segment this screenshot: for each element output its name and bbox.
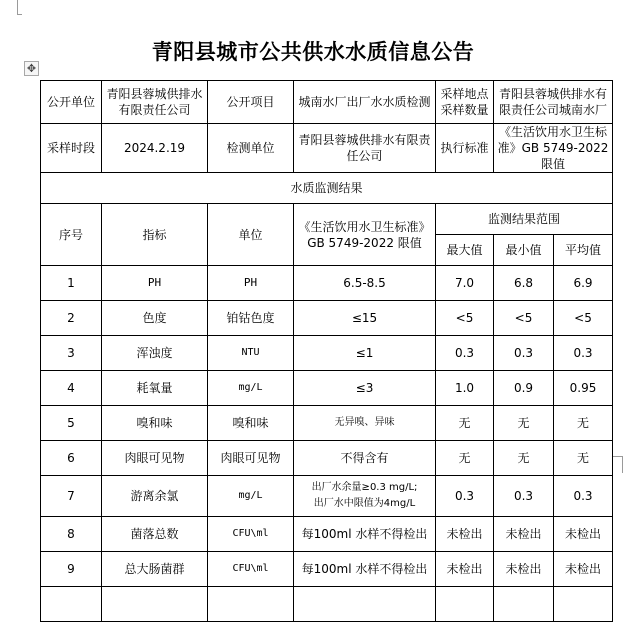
- row-avg: 0.3: [554, 476, 613, 517]
- header-avg: 平均值: [554, 235, 613, 266]
- row-min: 未检出: [494, 552, 554, 587]
- row-limit-line1: 出厂水余量≥0.3 mg/L;: [311, 482, 418, 493]
- table-row: [41, 266, 613, 301]
- table-row: [41, 441, 613, 476]
- standard-value: 《生活饮用水卫生标准》GB 5749-2022 限值: [494, 124, 613, 173]
- row-indicator: 嗅和味: [102, 406, 208, 441]
- row-max: 无: [436, 441, 494, 476]
- row-indicator: 肉眼可见物: [102, 441, 208, 476]
- row-indicator: 游离余氯: [102, 476, 208, 517]
- row-unit: NTU: [208, 336, 294, 371]
- row-no: 5: [41, 406, 102, 441]
- table-row-partial: [41, 587, 613, 622]
- row-limit: ≤1: [294, 336, 436, 371]
- row-min: 0.3: [494, 476, 554, 517]
- publisher-value: 青阳县蓉城供排水有限责任公司: [102, 81, 208, 124]
- row-min: 6.8: [494, 266, 554, 301]
- table-row: [41, 301, 613, 336]
- row-avg: 未检出: [554, 517, 613, 552]
- sampling-time-value: 2024.2.19: [102, 124, 208, 173]
- row-avg: 0.95: [554, 371, 613, 406]
- row-max: 未检出: [436, 552, 494, 587]
- row-unit: 铂钴色度: [208, 301, 294, 336]
- row-indicator: 菌落总数: [102, 517, 208, 552]
- row-limit: 每100ml 水样不得检出: [294, 552, 436, 587]
- info-row-1: [41, 81, 613, 124]
- row-avg: 无: [554, 441, 613, 476]
- sampling-point-label: 采样地点采样数量: [436, 81, 494, 124]
- row-limit: 不得含有: [294, 441, 436, 476]
- row-limit: ≤3: [294, 371, 436, 406]
- row-limit: 每100ml 水样不得检出: [294, 517, 436, 552]
- row-no: 6: [41, 441, 102, 476]
- row-min: 0.9: [494, 371, 554, 406]
- header-range: 监测结果范围: [436, 204, 613, 235]
- row-indicator: 色度: [102, 301, 208, 336]
- table-row: [41, 517, 613, 552]
- header-row-1: [41, 204, 613, 235]
- header-max: 最大值: [436, 235, 494, 266]
- row-max: 0.3: [436, 336, 494, 371]
- row-no: 8: [41, 517, 102, 552]
- row-limit: [294, 476, 436, 517]
- header-unit: 单位: [208, 204, 294, 266]
- row-avg: 6.9: [554, 266, 613, 301]
- standard-label: 执行标准: [436, 124, 494, 173]
- row-no: 2: [41, 301, 102, 336]
- row-max: 0.3: [436, 476, 494, 517]
- row-avg: 未检出: [554, 552, 613, 587]
- row-no: 7: [41, 476, 102, 517]
- row-min: 0.3: [494, 336, 554, 371]
- row-indicator: 浑浊度: [102, 336, 208, 371]
- row-indicator: 耗氧量: [102, 371, 208, 406]
- header-limit: 《生活饮用水卫生标准》GB 5749-2022 限值: [294, 204, 436, 266]
- row-min: <5: [494, 301, 554, 336]
- project-label: 公开项目: [208, 81, 294, 124]
- row-max: 7.0: [436, 266, 494, 301]
- water-quality-table: [40, 80, 613, 622]
- testing-unit-label: 检测单位: [208, 124, 294, 173]
- row-unit: CFU\ml: [208, 552, 294, 587]
- row-no: 1: [41, 266, 102, 301]
- page-corner-mark: [17, 0, 22, 15]
- table-row: [41, 476, 613, 517]
- row-no: 4: [41, 371, 102, 406]
- publisher-label: 公开单位: [41, 81, 102, 124]
- row-limit: ≤15: [294, 301, 436, 336]
- row-min: 无: [494, 406, 554, 441]
- table-row: [41, 371, 613, 406]
- row-avg: 无: [554, 406, 613, 441]
- row-unit: mg/L: [208, 476, 294, 517]
- testing-unit-value: 青阳县蓉城供排水有限责任公司: [294, 124, 436, 173]
- row-max: <5: [436, 301, 494, 336]
- table-row: [41, 406, 613, 441]
- table-row: [41, 336, 613, 371]
- row-avg: <5: [554, 301, 613, 336]
- row-limit: 无异嗅、异味: [294, 406, 436, 441]
- row-limit-line2: 出厂水中限值为4mg/L: [313, 498, 416, 509]
- table-row: [41, 552, 613, 587]
- document-title: 青阳县城市公共供水水质信息公告: [151, 40, 475, 64]
- row-max: 无: [436, 406, 494, 441]
- row-unit: 嗅和味: [208, 406, 294, 441]
- table-move-handle-icon[interactable]: ✥: [24, 61, 39, 76]
- row-max: 1.0: [436, 371, 494, 406]
- row-indicator: 总大肠菌群: [102, 552, 208, 587]
- info-row-2: [41, 124, 613, 173]
- row-max: 未检出: [436, 517, 494, 552]
- header-indicator: 指标: [102, 204, 208, 266]
- row-indicator: PH: [102, 266, 208, 301]
- row-avg: 0.3: [554, 336, 613, 371]
- row-min: 未检出: [494, 517, 554, 552]
- section-title: 水质监测结果: [41, 173, 613, 204]
- page-corner-mark-right: [612, 456, 623, 473]
- sampling-point-value: 青阳县蓉城供排水有限责任公司城南水厂: [494, 81, 613, 124]
- row-unit: mg/L: [208, 371, 294, 406]
- sampling-time-label: 采样时段: [41, 124, 102, 173]
- header-no: 序号: [41, 204, 102, 266]
- row-unit: CFU\ml: [208, 517, 294, 552]
- header-min: 最小值: [494, 235, 554, 266]
- project-value: 城南水厂出厂水水质检测: [294, 81, 436, 124]
- row-unit: 肉眼可见物: [208, 441, 294, 476]
- section-row: [41, 173, 613, 204]
- row-limit: 6.5-8.5: [294, 266, 436, 301]
- row-no: 3: [41, 336, 102, 371]
- row-unit: PH: [208, 266, 294, 301]
- row-min: 无: [494, 441, 554, 476]
- row-no: 9: [41, 552, 102, 587]
